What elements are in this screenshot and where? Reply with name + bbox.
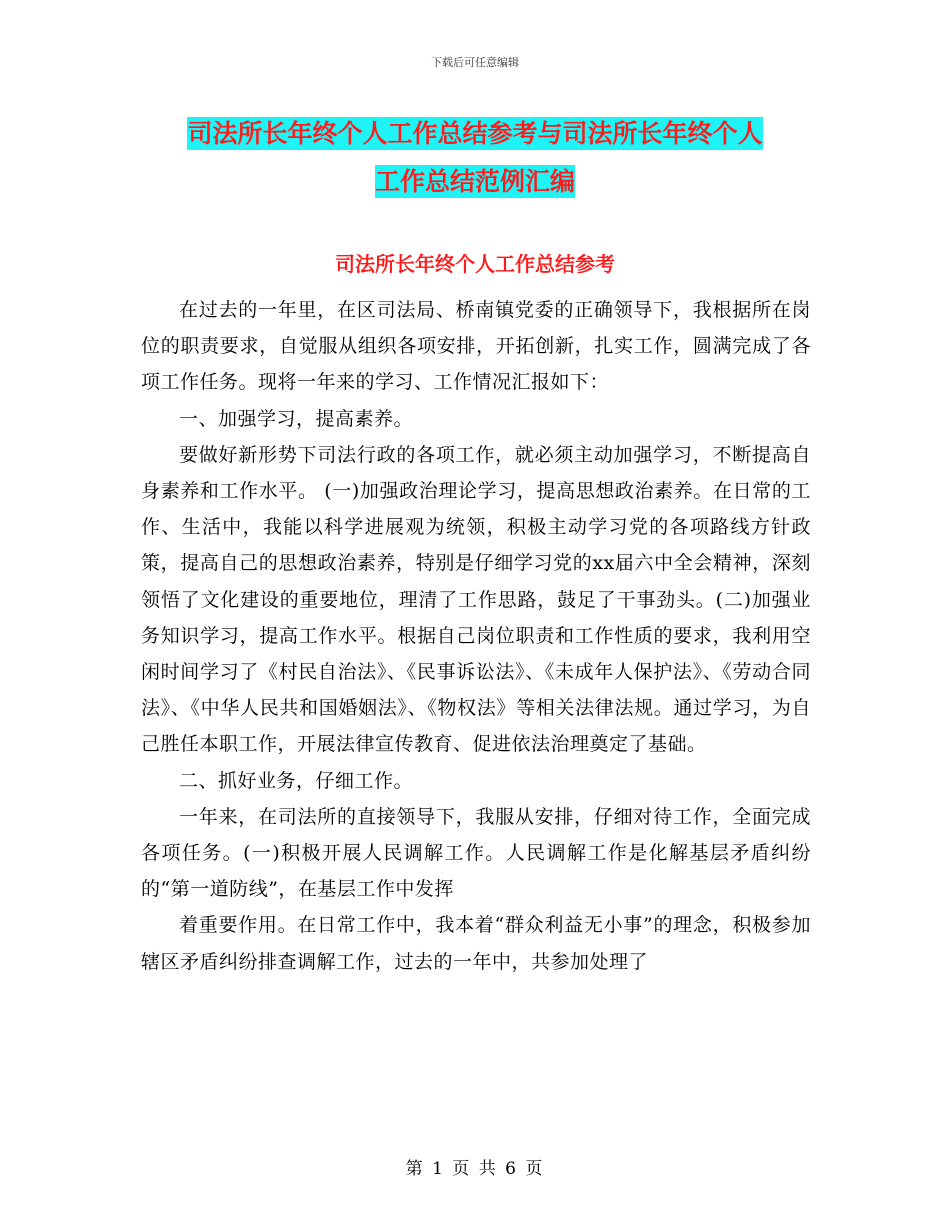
title-line-2: 工作总结范例汇编 (374, 167, 575, 196)
paragraph: 着重要作用。在日常工作中，我本着“群众利益无小事”的理念，积极参加辖区矛盾纠纷排查调解工作，过去的一年中，共参加处理了 (141, 914, 811, 973)
paragraph: 要做好新形势下司法行政的各项工作，就必须主动加强学习，不断提高自身素养和工作水平。 (一)加强政治理论学习，提高思想政治素养。在日常的工作、生活中，我能以科学进展观为统领，积极主动学习党的各项路线方针政策，提高自己的思想政治素养，特别是仔细学习党的xx届六中全会精神，深刻领悟了文化建设的重要地位，理清了工作思路，鼓足了干事劲头。(二)加强业务知识学习，提高工作水平。根据自己岗位职责和工作性质的要求，我利用空闲时间学习了《村民自治法》、《民事诉讼法》、《未成年人保护法》、《劳动合同法》、《中华人民共和国婚姻法》、《物权法》等相关法律法规。通过学习，为自己胜任本职工作，开展法律宣传教育、促进依法治理奠定了基础。 (141, 443, 811, 756)
header-note: 下载后可任意编辑 (431, 56, 519, 69)
section-subtitle: 司法所长年终个人工作总结参考 (335, 252, 615, 276)
document-title (140, 110, 810, 206)
paragraph: 二、抓好业务，仔细工作。 (179, 769, 414, 792)
title-line-1: 司法所长年终个人工作总结参考与司法所长年终个人 (187, 119, 763, 148)
paragraph: 在过去的一年里，在区司法局、桥南镇党委的正确领导下，我根据所在岗位的职责要求，自觉服从组织各项安排，开拓创新，扎实工作，圆满完成了各项工作任务。现将一年来的学习、工作情况汇报如下： (141, 299, 811, 394)
page-footer: 第 1 页 共 6 页 (405, 1159, 545, 1179)
paragraph: 一年来，在司法所的直接领导下，我服从安排，仔细对待工作，全面完成各项任务。(一)积极开展人民调解工作。人民调解工作是化解基层矛盾纠纷的“第一道防线”，在基层工作中发挥 (141, 805, 811, 901)
body-text (141, 292, 811, 980)
paragraph: 一、加强学习，提高素养。 (179, 407, 414, 430)
